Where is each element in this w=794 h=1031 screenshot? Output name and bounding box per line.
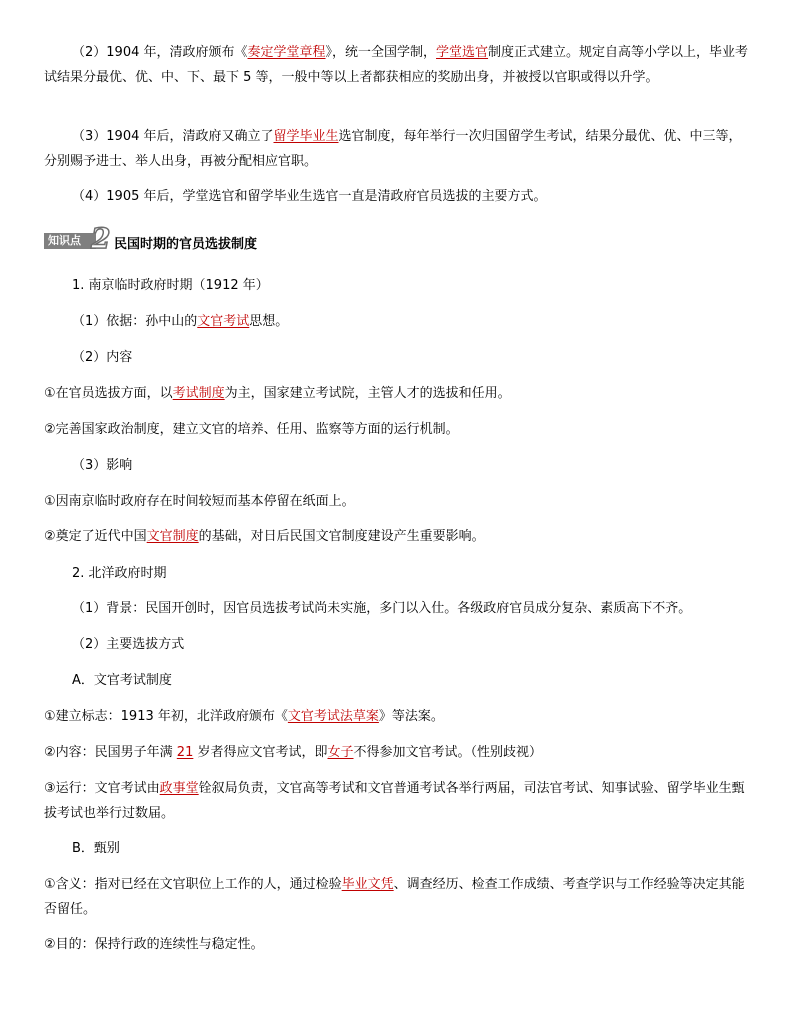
term-zhengshitang: 政事堂: [159, 781, 199, 796]
term-wenguan-zhidu: 文官制度: [146, 529, 199, 544]
knowledge-point-badge: [44, 222, 114, 255]
item-exam-content: ②内容：民国男子年满 21 岁者得应文官考试，即女子不得参加文官考试。（性别歧视）: [44, 745, 543, 760]
term-wenguan-kaoshi: 文官考试: [197, 314, 250, 329]
item-civil-exam-system: A．文官考试制度: [72, 673, 172, 688]
item-content-1: ①在官员选拔方面，以考试制度为主，国家建立考试院，主管人才的选拔和任用。: [44, 386, 511, 401]
term-liuxue-biyesheng: 留学毕业生: [273, 129, 339, 144]
paragraph-1905: （4）1905 年后，学堂选官和留学毕业生选官一直是清政府官员选拔的主要方式。: [72, 189, 547, 204]
badge-label: 知识点: [48, 234, 81, 247]
term-age-21: 21: [176, 745, 194, 760]
item-basis: （1）依据：孙中山的文官考试思想。: [72, 314, 289, 329]
term-kaoshi-zhidu: 考试制度: [172, 386, 225, 401]
item-influence-2: ②奠定了近代中国文官制度的基础，对日后民国文官制度建设产生重要影响。: [44, 529, 485, 544]
term-wenguan-kaoshi-fa-caoan: 文官考试法草案: [287, 709, 379, 724]
item-influence-1: ①因南京临时政府存在时间较短而基本停留在纸面上。: [44, 494, 355, 509]
badge-number: 2: [91, 222, 111, 255]
term-xuetang-xuanguan: 学堂选官: [436, 45, 489, 60]
item-exam-establishment: ①建立标志：1913 年初，北洋政府颁布《文官考试法草案》等法案。: [44, 709, 444, 724]
section-heading: 民国时期的官员选拔制度: [114, 237, 258, 252]
subheading-beiyang-government: 2. 北洋政府时期: [72, 566, 167, 581]
item-influence: （3）影响: [72, 458, 133, 473]
item-screening-meaning: ①含义：指对已经在文官职位上工作的人，通过检验毕业文凭、调查经历、检查工作成绩、考查学识与工作经验等决定其能否留任。: [44, 877, 745, 917]
item-content: （2）内容: [72, 350, 133, 365]
item-content-2: ②完善国家政治制度，建立文官的培养、任用、监察等方面的运行机制。: [44, 422, 459, 437]
item-main-methods: （2）主要选拔方式: [72, 637, 185, 652]
term-women: 女子: [327, 745, 354, 760]
subheading-nanjing-government: 1. 南京临时政府时期（1912 年）: [72, 278, 269, 293]
paragraph-1904-school-selection: （2）1904 年，清政府颁布《奏定学堂章程》，统一全国学制，学堂选官制度正式建立。规定自高等小学以上，毕业考试结果分最优、优、中、下、最下 5 等，一般中等以上者都获相应的奖励出身，并被授以官职或得以升学。: [44, 45, 749, 85]
item-screening: B．甄别: [72, 841, 120, 856]
paragraph-1904-overseas-graduates: （3）1904 年后，清政府又确立了留学毕业生选官制度，每年举行一次归国留学生考试，结果分最优、优、中三等，分别赐予进士、举人出身，再被分配相应官职。: [44, 129, 742, 169]
item-exam-operation: ③运行：文官考试由政事堂铨叙局负责，文官高等考试和文官普通考试各举行两届，司法官考试、知事试验、留学毕业生甄拔考试也举行过数届。: [44, 781, 745, 821]
item-screening-purpose: ②目的：保持行政的连续性与稳定性。: [44, 937, 264, 952]
term-zouding-xuetang-zhangcheng: 奏定学堂章程: [247, 45, 326, 60]
item-background: （1）背景：民国开创时，因官员选拔考试尚未实施，多门以入仕。各级政府官员成分复杂、素质高下不齐。: [72, 601, 692, 616]
term-biye-wenping: 毕业文凭: [341, 877, 394, 892]
